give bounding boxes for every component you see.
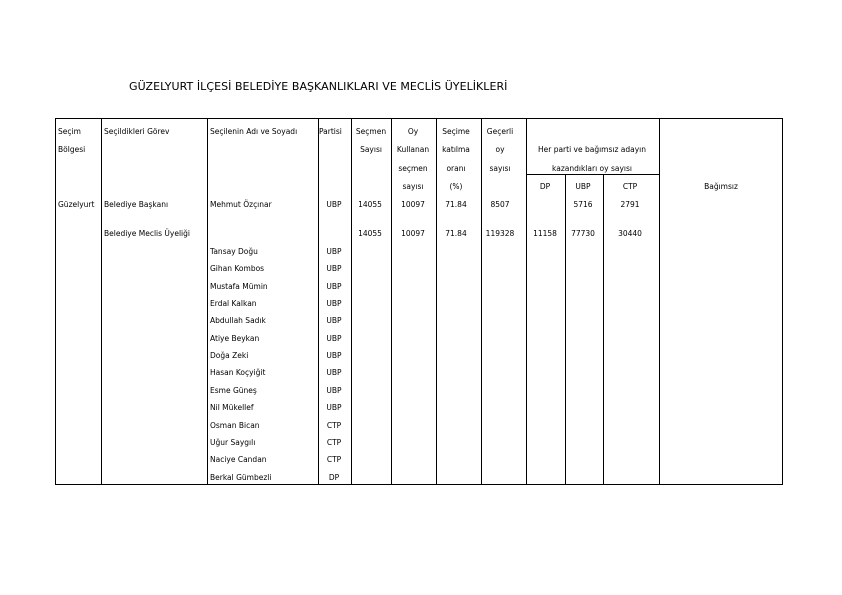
member-name: Mustafa Mümin [210,282,268,291]
header-votes-cast-3: seçmen [398,164,428,173]
council-votes-cast: 10097 [401,229,425,238]
column-divider [351,119,352,484]
header-valid-votes-2: oy [495,145,505,154]
group-underline [526,174,659,175]
header-valid-votes-1: Geçerli [486,127,514,136]
mayor-turnout: 71.84 [445,200,467,209]
member-party: UBP [326,247,342,256]
mayor-votes-cast: 10097 [401,200,425,209]
member-party: UBP [326,386,342,395]
column-divider [207,119,208,484]
member-name: Erdal Kalkan [210,299,257,308]
header-turnout-1: Seçime [442,127,470,136]
mayor-ctp: 2791 [620,200,640,209]
header-independent: Bağımsız [704,182,738,191]
council-voters: 14055 [358,229,382,238]
member-name: Gihan Kombos [210,264,265,273]
header-district-2: Bölgesi [58,145,86,154]
member-name: Hasan Koçyiğit [210,368,266,377]
document-title: GÜZELYURT İLÇESİ BELEDİYE BAŞKANLIKLARI VE MECLİS ÜYELİKLERİ [129,80,508,93]
mayor-duty: Belediye Başkanı [104,200,169,209]
column-divider [436,119,437,484]
council-dp: 11158 [533,229,557,238]
mayor-ubp: 5716 [573,200,593,209]
header-duty: Seçildikleri Görev [104,127,170,136]
member-party: CTP [326,455,342,464]
member-party: UBP [326,351,342,360]
council-ubp: 77730 [571,229,595,238]
member-name: Naciye Candan [210,455,267,464]
header-turnout-4: (%) [449,182,463,191]
column-divider [101,119,102,484]
member-party: UBP [326,334,342,343]
header-turnout-2: katılma [442,145,470,154]
member-party: UBP [326,403,342,412]
member-party: UBP [326,282,342,291]
header-voters-1: Seçmen [355,127,387,136]
header-party: Partisi [319,127,342,136]
member-name: Uğur Saygılı [210,438,256,447]
header-voters-2: Sayısı [360,145,382,154]
council-duty: Belediye Meclis Üyeliği [104,229,190,238]
member-name: Esme Güneş [210,386,257,395]
mayor-district: Güzelyurt [58,200,95,209]
council-valid-votes: 119328 [485,229,515,238]
member-party: CTP [326,438,342,447]
mayor-party: UBP [326,200,342,209]
header-party-ctp: CTP [622,182,638,191]
header-district-1: Seçim [58,127,81,136]
mayor-valid-votes: 8507 [490,200,510,209]
member-name: Nil Mükellef [210,403,254,412]
column-divider [603,174,604,484]
header-group-1: Her parti ve bağımsız adayın [537,145,647,154]
member-party: UBP [326,316,342,325]
header-party-dp: DP [539,182,551,191]
results-table [55,118,783,485]
header-party-ubp: UBP [575,182,591,191]
column-divider [565,174,566,484]
member-party: UBP [326,368,342,377]
member-party: UBP [326,299,342,308]
header-turnout-3: oranı [446,164,466,173]
member-name: Berkal Gümbezli [210,473,272,482]
header-votes-cast-2: Kullanan [396,145,430,154]
column-divider [391,119,392,484]
member-name: Atiye Beykan [210,334,260,343]
member-party: CTP [326,421,342,430]
member-party: DP [328,473,340,482]
mayor-name: Mehmut Özçınar [210,200,272,209]
mayor-voters: 14055 [358,200,382,209]
member-party: UBP [326,264,342,273]
member-name: Doğa Zeki [210,351,249,360]
council-ctp: 30440 [618,229,642,238]
header-votes-cast-4: sayısı [402,182,424,191]
header-votes-cast-1: Oy [407,127,419,136]
column-divider [318,119,319,484]
header-valid-votes-3: sayısı [489,164,511,173]
member-name: Tansay Doğu [210,247,258,256]
column-divider [481,119,482,484]
member-name: Osman Bican [210,421,260,430]
column-divider [659,119,660,484]
header-group-2: kazandıkları oy sayısı [552,164,632,173]
header-name: Seçilenin Adı ve Soyadı [210,127,298,136]
council-turnout: 71.84 [445,229,467,238]
member-name: Abdullah Sadık [210,316,266,325]
